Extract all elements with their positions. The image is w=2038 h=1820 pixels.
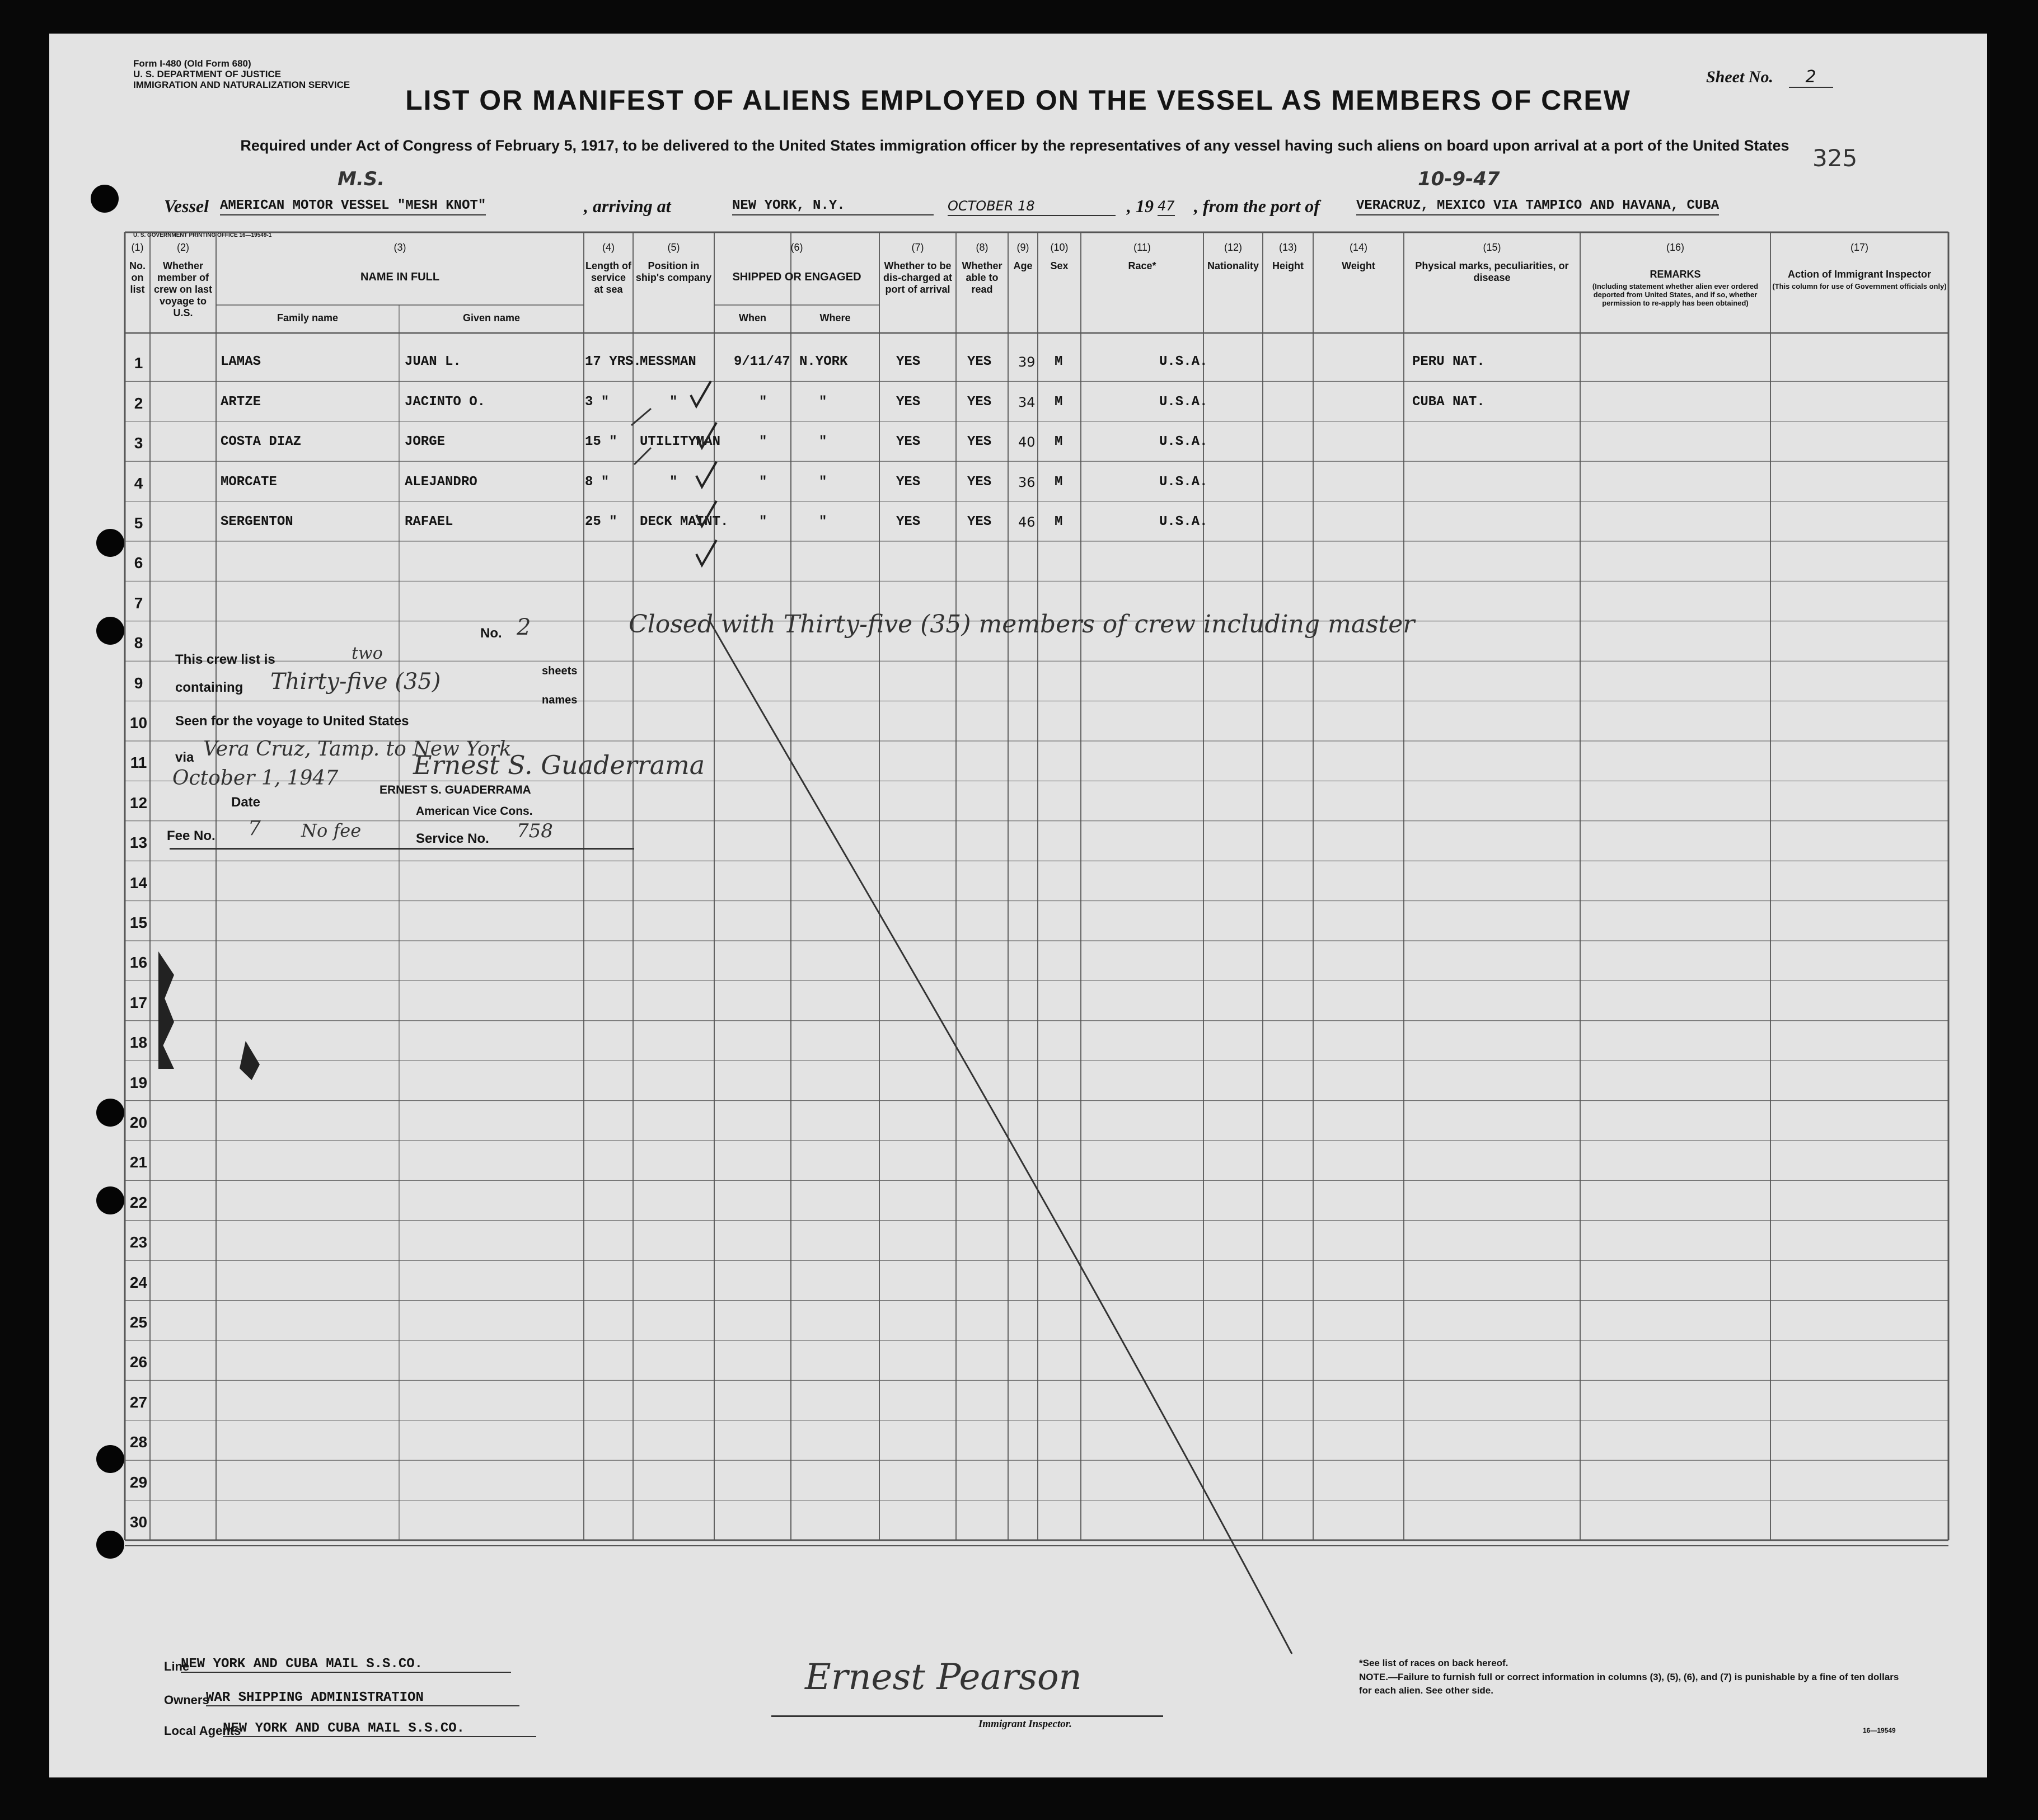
stamp-service-label: Service No.: [416, 831, 489, 846]
able-to-read: YES: [967, 434, 992, 450]
sheet-number-label: Sheet No.: [1706, 68, 1773, 86]
column-subheader: Family name: [277, 312, 339, 323]
sheet-number-value: 2: [1789, 67, 1833, 88]
row-number: 28: [129, 1433, 148, 1451]
form-code: 16—19549: [1863, 1727, 1896, 1734]
inspector-label: Immigrant Inspector.: [978, 1718, 1072, 1730]
stamp-number: 325: [1812, 144, 1858, 172]
column-header: Race*: [1128, 260, 1156, 271]
position: UTILITYMAN: [640, 434, 721, 450]
row-number: 23: [129, 1233, 148, 1251]
punch-hole: [96, 1445, 124, 1473]
row-number: 1: [134, 354, 143, 372]
column-number: (16): [1666, 242, 1684, 253]
punch-hole: [96, 617, 124, 645]
service-length: 25 ": [585, 514, 617, 529]
row-number: 19: [129, 1073, 148, 1091]
stamp-line-crew-list: This crew list is: [175, 652, 275, 667]
row-number: 27: [129, 1393, 148, 1411]
arrival-year: 47: [1158, 198, 1175, 216]
column-number: (3): [393, 242, 406, 253]
column-header: SHIPPED OR ENGAGED: [732, 271, 861, 283]
inspector-signature: Ernest Pearson: [805, 1657, 1082, 1698]
able-to-read: YES: [967, 394, 992, 410]
given-name: JUAN L.: [405, 354, 461, 370]
position: MESSMAN: [640, 354, 696, 370]
service-length: 3 ": [585, 394, 610, 410]
row-number: 29: [129, 1473, 148, 1491]
column-number: (9): [1016, 242, 1029, 253]
discharged: YES: [896, 394, 921, 410]
column-header: Position in ship's company: [635, 260, 712, 283]
form-id-line: U. S. DEPARTMENT OF JUSTICE: [133, 69, 282, 79]
service-length: 17 YRS.: [585, 354, 641, 370]
nationality: U.S.A.: [1159, 434, 1208, 450]
able-to-read: YES: [967, 514, 992, 529]
given-name: JACINTO O.: [405, 394, 486, 410]
footer-owners-label: Owners: [164, 1693, 209, 1707]
stamp-line-via: via: [175, 750, 194, 765]
row-number: 22: [129, 1193, 148, 1211]
shipped-where: ": [819, 474, 827, 490]
column-number: (12): [1224, 242, 1242, 253]
from-port: VERACRUZ, MEXICO VIA TAMPICO AND HAVANA, CUBA: [1356, 198, 1719, 215]
column-header: Length of service at sea: [585, 260, 631, 295]
stamp-consul-title: American Vice Cons.: [416, 805, 533, 818]
row-number: 8: [134, 634, 143, 652]
row-number: 12: [129, 794, 148, 812]
column-header: Whether member of crew on last voyage to U.S.: [153, 260, 213, 318]
row-number: 26: [129, 1353, 148, 1371]
family-name: LAMAS: [221, 354, 261, 370]
shipped-when: ": [759, 394, 767, 410]
row-number: 30: [129, 1513, 148, 1531]
family-name: SERGENTON: [221, 514, 293, 529]
given-name: RAFAEL: [405, 514, 453, 529]
stamp-date-label: Date: [231, 795, 261, 810]
shipped-when: 9/11/47: [734, 354, 790, 370]
consular-no-label: No.: [480, 626, 502, 641]
family-name: MORCATE: [221, 474, 277, 490]
discharged: YES: [896, 474, 921, 490]
column-subheader: When: [739, 312, 766, 323]
shipped-where: ": [819, 514, 827, 529]
column-number: (15): [1483, 242, 1501, 253]
column-header-note: (Including statement whether alien ever ordered deported from United States, and if so, whether permission to re-apply has been obtained): [1592, 282, 1759, 307]
row-number: 16: [129, 954, 148, 972]
footer-agents-value: NEW YORK AND CUBA MAIL S.S.CO.: [223, 1721, 536, 1737]
row-number: 25: [129, 1314, 148, 1331]
column-number: (7): [911, 242, 924, 253]
form-id-line: Form I-480 (Old Form 680): [133, 58, 251, 69]
arriving-label: , arriving at: [584, 196, 671, 216]
stamp-fee-label: Fee No.: [167, 828, 215, 843]
punch-hole: [96, 1531, 124, 1559]
column-header-note: (This column for use of Government officials only): [1772, 282, 1947, 290]
column-header: REMARKS: [1650, 269, 1701, 280]
family-name: COSTA DIAZ: [221, 434, 302, 450]
position: DECK MAINT.: [640, 514, 729, 529]
punch-hole: [96, 1099, 124, 1127]
column-header: Sex: [1050, 260, 1069, 271]
stamp-typed-name: ERNEST S. GUADERRAMA: [380, 784, 531, 796]
stamp-fee-note: No fee: [301, 820, 362, 841]
vessel-label: Vessel: [164, 196, 209, 216]
printing-office: U. S. GOVERNMENT PRINTING OFFICE 16—19549-1: [133, 232, 272, 238]
vessel-annotation: M.S.: [338, 168, 385, 190]
row-number: 2: [134, 394, 143, 412]
sex: M: [1055, 394, 1063, 410]
column-header: Nationality: [1207, 260, 1259, 271]
vessel-name: AMERICAN MOTOR VESSEL "MESH KNOT": [220, 198, 486, 215]
stamp-names: names: [542, 694, 578, 706]
shipped-when: ": [759, 434, 767, 450]
column-header: NAME IN FULL: [360, 271, 440, 283]
from-label: , from the port of: [1194, 196, 1320, 216]
column-number: (8): [976, 242, 988, 253]
discharged: YES: [896, 514, 921, 529]
consul-signature: Ernest S. Guaderrama: [413, 750, 705, 780]
row-number: 24: [129, 1273, 148, 1291]
stamp-line-containing: containing: [175, 680, 243, 695]
diagonal-strike-line: [49, 34, 1987, 1777]
sex: M: [1055, 354, 1063, 370]
punch-hole: [96, 1186, 124, 1214]
stamp-service-value: 758: [517, 820, 553, 842]
column-number: (6): [790, 242, 803, 253]
column-number: (1): [131, 242, 144, 253]
year-prefix: , 19: [1127, 196, 1154, 216]
races-note: *See list of races on back hereof.: [1359, 1658, 1508, 1668]
row-number: 9: [134, 674, 143, 692]
stamp-line-voyage: Seen for the voyage to United States: [175, 714, 409, 729]
column-header: Action of Immigrant Inspector: [1787, 269, 1932, 280]
row-number: 5: [134, 514, 143, 532]
able-to-read: YES: [967, 474, 992, 490]
stamp-hw-route: Vera Cruz, Tamp. to New York: [203, 738, 512, 761]
sex: M: [1055, 434, 1063, 450]
row-number: 18: [129, 1034, 148, 1052]
row-number: 21: [129, 1153, 148, 1171]
handwritten-date: 10-9-47: [1418, 168, 1500, 190]
row-number: 17: [129, 993, 148, 1011]
row-number: 7: [134, 594, 143, 612]
shipped-where: ": [819, 434, 827, 450]
able-to-read: YES: [967, 354, 992, 370]
inspector-signature-line: [771, 1715, 1163, 1717]
row-number: 20: [129, 1114, 148, 1131]
column-number: (5): [667, 242, 680, 253]
stamp-sheets: sheets: [542, 665, 578, 677]
column-number: (10): [1050, 242, 1069, 253]
nationality: U.S.A.: [1159, 394, 1208, 410]
service-length: 8 ": [585, 474, 610, 490]
family-name: ARTZE: [221, 394, 261, 410]
footer-owners-value: WAR SHIPPING ADMINISTRATION: [206, 1690, 519, 1706]
row-number: 3: [134, 434, 143, 452]
page-subtitle: Required under Act of Congress of February 5, 1917, to be delivered to the United States immigration officer by the representatives of any vessel having such aliens on board upon arrival at a port of the United States: [240, 137, 1789, 154]
column-subheader: Given name: [462, 312, 521, 323]
nationality: U.S.A.: [1159, 354, 1208, 370]
column-header: Whether able to read: [962, 260, 1002, 295]
remarks: CUBA NAT.: [1412, 394, 1485, 410]
row-number: 14: [129, 874, 148, 892]
row-number: 6: [134, 554, 143, 572]
stamp-hw-date: October 1, 1947: [172, 767, 339, 790]
age: 36: [1018, 474, 1036, 490]
position: ": [669, 474, 678, 490]
footer-agents-label: Local Agents: [164, 1724, 241, 1738]
stamp-hw-count: Thirty-five (35): [270, 669, 441, 695]
fine-note: NOTE.—Failure to furnish full or correct information in columns (3), (5), (6), and (7) is punishable by a fine of ten dollars for each alien. See other side.: [1359, 1672, 1899, 1696]
arrival-port: NEW YORK, N.Y.: [732, 198, 934, 215]
column-number: (2): [177, 242, 189, 253]
column-header: Whether to be dis-charged at port of arrival: [883, 260, 953, 295]
sex: M: [1055, 474, 1063, 490]
age: 46: [1018, 514, 1036, 530]
column-number: (17): [1850, 242, 1868, 253]
form-id-line: IMMIGRATION AND NATURALIZATION SERVICE: [133, 79, 350, 90]
column-header: Age: [1013, 260, 1033, 271]
row-number: 11: [130, 754, 147, 772]
age: 39: [1018, 354, 1036, 370]
column-header: No. on list: [129, 260, 146, 295]
column-subheader: Where: [819, 312, 851, 323]
nationality: U.S.A.: [1159, 474, 1208, 490]
remarks: PERU NAT.: [1412, 354, 1485, 370]
page-title: LIST OR MANIFEST OF ALIENS EMPLOYED ON THE VESSEL AS MEMBERS OF CREW: [405, 85, 1631, 116]
footer-line-label: Line: [164, 1659, 190, 1673]
punch-hole: [91, 185, 119, 213]
column-number: (4): [602, 242, 615, 253]
stamp-underline: [170, 848, 634, 850]
arrival-date: OCTOBER 18: [948, 198, 1116, 216]
stamp-fee-value: 7: [248, 817, 261, 840]
column-header: Height: [1272, 260, 1304, 271]
discharged: YES: [896, 434, 921, 450]
consular-no-value: 2: [517, 615, 531, 640]
shipped-when: ": [759, 514, 767, 529]
manifest-sheet: [49, 34, 1987, 1777]
column-header: Weight: [1342, 260, 1375, 271]
punch-hole: [96, 529, 124, 557]
nationality: U.S.A.: [1159, 514, 1208, 529]
service-length: 15 ": [585, 434, 617, 450]
row-number: 15: [129, 914, 148, 931]
column-number: (13): [1278, 242, 1297, 253]
column-header: Physical marks, peculiarities, or disease: [1415, 260, 1569, 283]
given-name: JORGE: [405, 434, 446, 450]
stamp-hw-two: two: [352, 644, 383, 663]
shipped-where: N.YORK: [799, 354, 848, 370]
row-number: 4: [134, 474, 143, 492]
row-number: 13: [129, 834, 148, 852]
closing-note: Closed with Thirty-five (35) members of crew including master: [629, 610, 1415, 639]
discharged: YES: [896, 354, 921, 370]
age: 40: [1018, 434, 1036, 451]
column-number: (11): [1133, 242, 1151, 253]
age: 34: [1018, 394, 1036, 410]
given-name: ALEJANDRO: [405, 474, 477, 490]
shipped-where: ": [819, 394, 827, 410]
sex: M: [1055, 514, 1063, 529]
footer-line-value: NEW YORK AND CUBA MAIL S.S.CO.: [181, 1657, 511, 1673]
shipped-when: ": [759, 474, 767, 490]
position: ": [669, 394, 678, 410]
row-number: 10: [129, 714, 148, 731]
column-number: (14): [1349, 242, 1367, 253]
